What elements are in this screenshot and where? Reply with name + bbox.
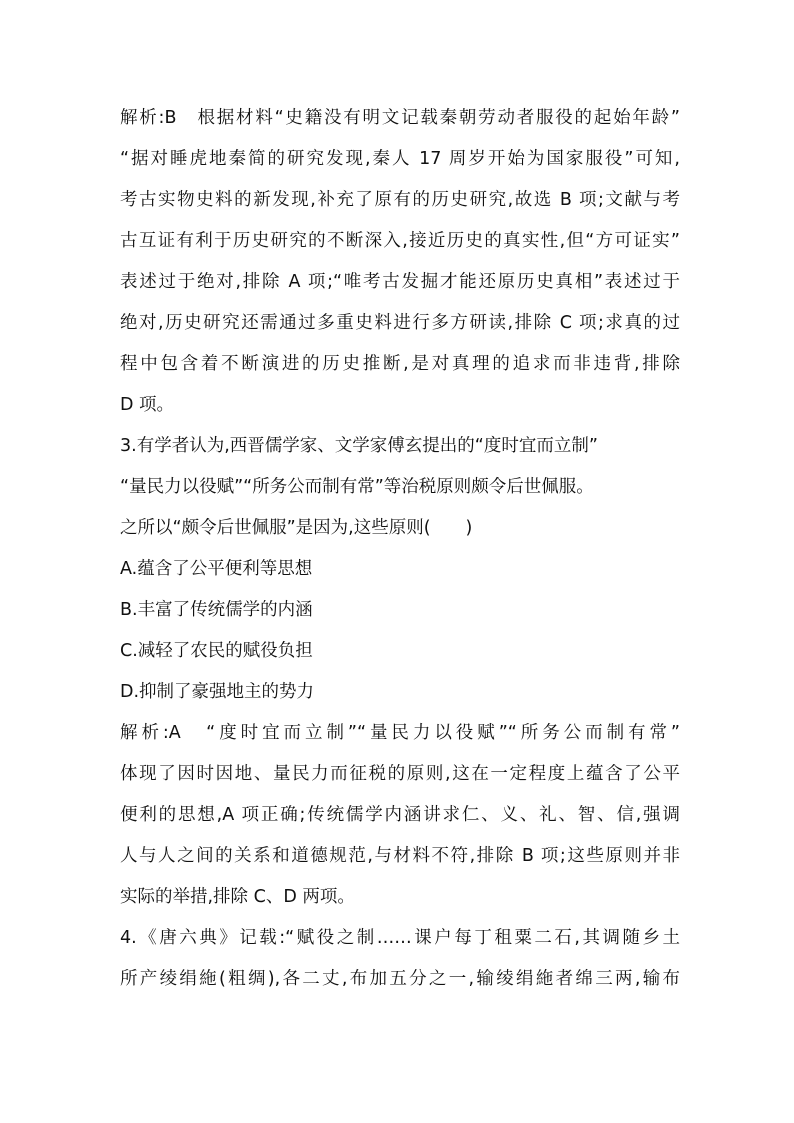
text-line: 之所以“颇令后世佩服”是因为,这些原则( ) <box>120 518 473 538</box>
text-line: 便利的思想,A 项正确;传统儒学内涵讲求仁、义、礼、智、信,强调 <box>120 805 680 825</box>
option-d: D.抑制了豪强地主的势力 <box>120 682 315 702</box>
option-b: B.丰富了传统儒学的内涵 <box>120 600 313 620</box>
text-line: 所产绫绢絁(粗绸),各二丈,布加五分之一,输绫绢絁者绵三两,输布 <box>120 969 680 989</box>
option-c: C.减轻了农民的赋役负担 <box>120 641 313 661</box>
text-body <box>120 98 680 1000</box>
text-line: 古互证有利于历史研究的不断深入,接近历史的真实性,但“方可证实” <box>120 231 680 251</box>
text-line: 考古实物史料的新发现,补充了原有的历史研究,故选 B 项;文献与考 <box>120 190 680 210</box>
text-line: 人与人之间的关系和道德规范,与材料不符,排除 B 项;这些原则并非 <box>120 846 680 866</box>
text-line: 实际的举措,排除 C、D 两项。 <box>120 887 355 907</box>
text-line: “据对睡虎地秦简的研究发现,秦人 17 周岁开始为国家服役”可知, <box>120 149 680 169</box>
text-line: 绝对,历史研究还需通过多重史料进行多方研读,排除 C 项;求真的过 <box>120 313 680 333</box>
question-3-stem: 3.有学者认为,西晋儒学家、文学家傅玄提出的“度时宜而立制” <box>120 436 598 456</box>
option-a: A.蕴含了公平便利等思想 <box>120 559 313 579</box>
answer-analysis: 解析:A “度时宜而立制”“量民力以役赋”“所务公而制有常” <box>120 723 680 743</box>
text-line: “量民力以役赋”“所务公而制有常”等治税原则颇令后世佩服。 <box>120 477 594 497</box>
text-line: D 项。 <box>120 395 175 415</box>
text-line: 表述过于绝对,排除 A 项;“唯考古发掘才能还原历史真相”表述过于 <box>120 272 680 292</box>
text-line: 解析:B 根据材料“史籍没有明文记载秦朝劳动者服役的起始年龄” <box>120 108 680 128</box>
text-line: 体现了因时因地、量民力而征税的原则,这在一定程度上蕴含了公平 <box>120 764 680 784</box>
text-line: 程中包含着不断演进的历史推断,是对真理的追求而非违背,排除 <box>120 354 680 374</box>
question-4-stem: 4.《唐六典》记载:“赋役之制……课户每丁租粟二石,其调随乡土 <box>120 928 680 948</box>
